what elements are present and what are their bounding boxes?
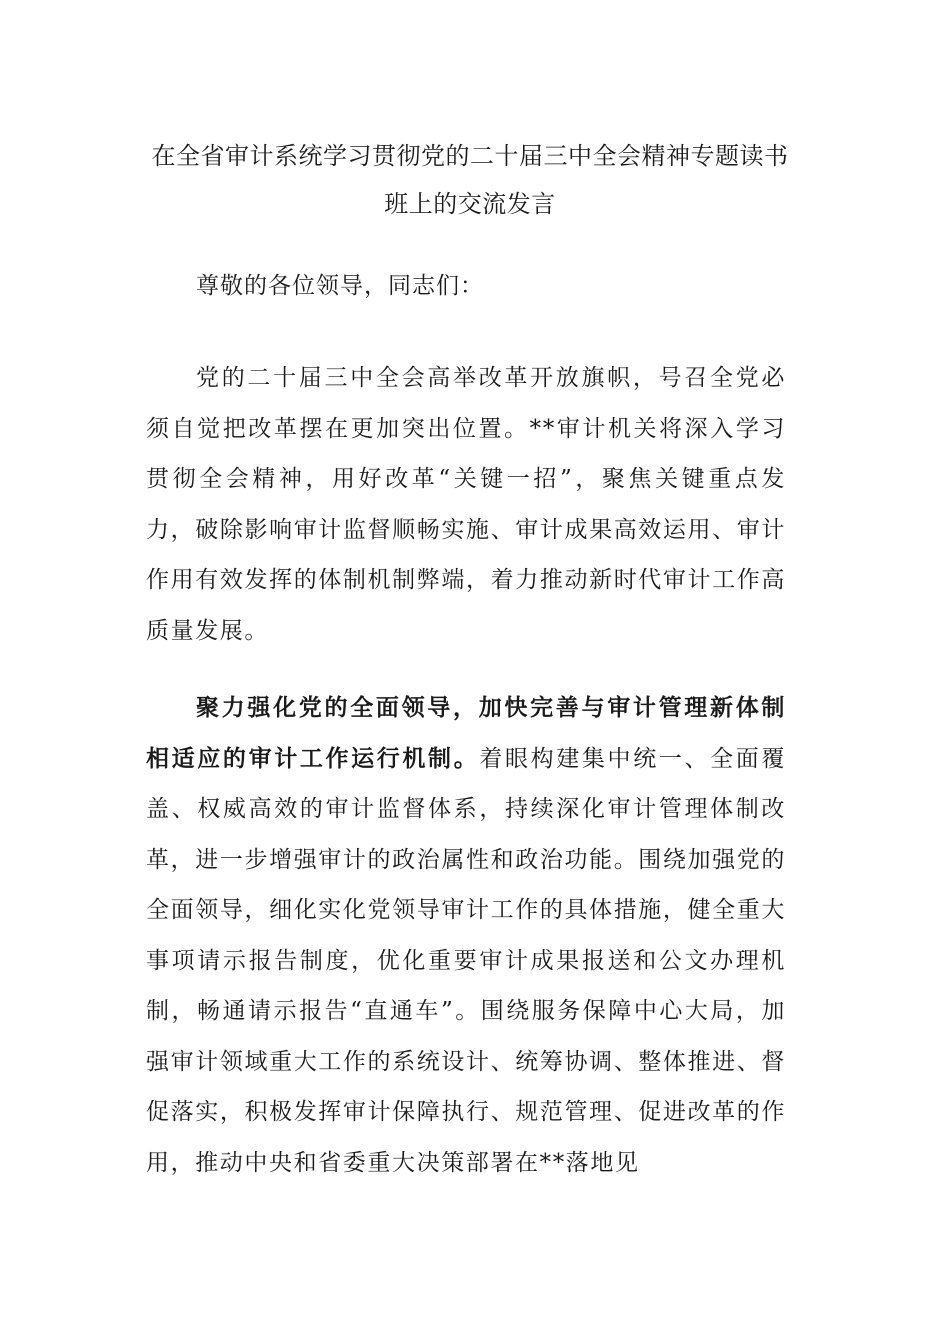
document-title: 在全省审计系统学习贯彻党的二十届三中全会精神专题读书班上的交流发言 (151, 142, 789, 218)
paragraph-intro (146, 353, 786, 656)
paragraph-leadership (146, 683, 786, 1188)
paragraph-text: 党的二十届三中全会高举改革开放旗帜，号召全党必须自觉把改革摆在更加突出位置。**审计机关将深入学习贯彻全会精神，用好改革“关键一招”，聚焦关键重点发力，破除影响审计监督顺畅实施、审计成果高效运用、审计作用有效发挥的体制机制弊端，着力推动新时代审计工作高质量发展。 (146, 365, 786, 644)
paragraph-bold-lead: 聚力强化党的全面领导，加快完善与审计管理新体制相适应的审计工作运行机制。 (146, 694, 786, 772)
salutation: 尊敬的各位领导，同志们： (196, 273, 484, 299)
paragraph-text: 着眼构建集中统一、全面覆盖、权威高效的审计监督体系，持续深化审计管理体制改革，进一步增强审计的政治属性和政治功能。围绕加强党的全面领导，细化实化党领导审计工作的具体措施，健全重大事项请示报告制度，优化重要审计成果报送和公文办理机制，畅通请示报告“直通车”。围绕服务保障中心大局，加强审计领域重大工作的系统设计、统筹协调、整体推进、督促落实，积极发挥审计保障执行、规范管理、促进改革的作用，推动中央和省委重大决策部署在**落地见 (146, 745, 786, 1176)
